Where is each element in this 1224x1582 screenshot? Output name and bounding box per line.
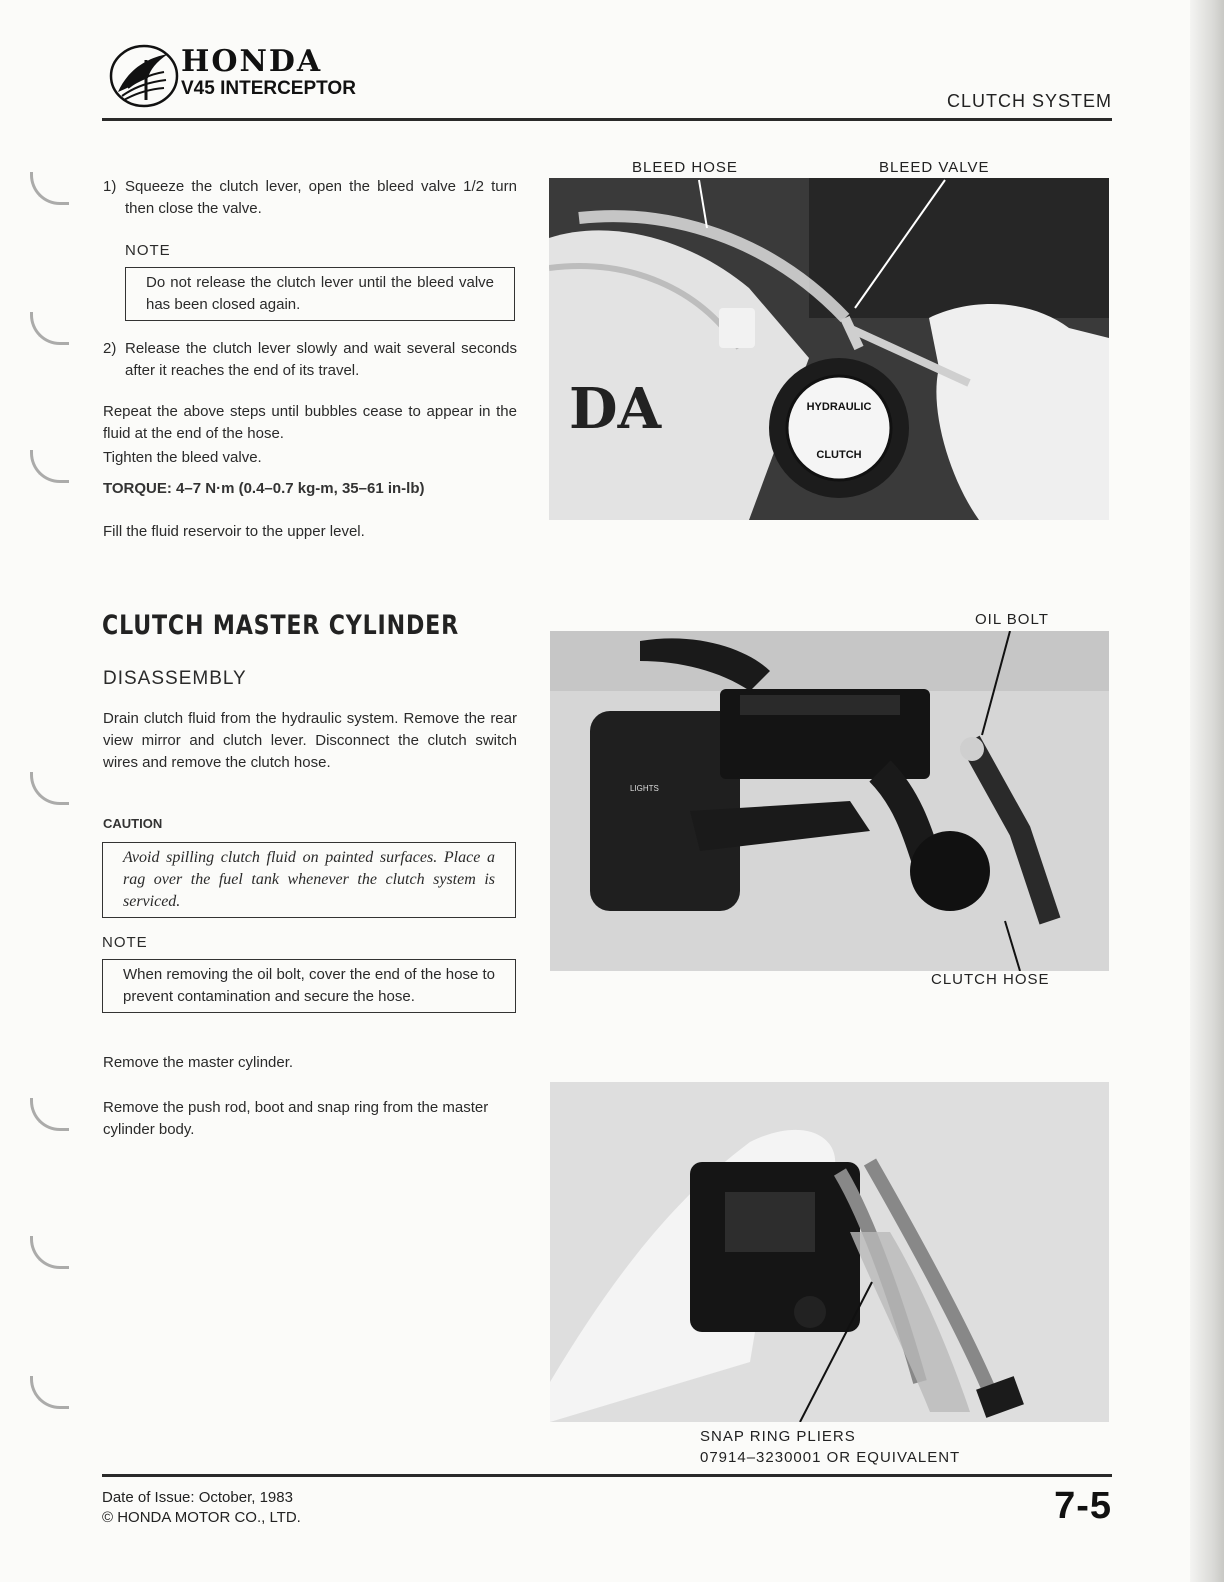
note-box: When removing the oil bolt, cover the end of the hose to prevent contamination and secure the hose. xyxy=(102,959,516,1013)
copyright: © HONDA MOTOR CO., LTD. xyxy=(102,1509,301,1526)
drain-instruction: Drain clutch fluid from the hydraulic system. Remove the rear view mirror and clutch lever. Disconnect the clutch switch wires and remove the clutch hose. xyxy=(103,710,517,771)
step-number: 2) xyxy=(103,340,117,357)
cover-logo-text: DA xyxy=(569,376,662,442)
header-rule xyxy=(102,118,1112,121)
binder-hole-mark xyxy=(30,172,69,205)
torque-spec: TORQUE: 4–7 N·m (0.4–0.7 kg-m, 35–61 in-lb) xyxy=(103,480,425,497)
binder-hole-mark xyxy=(30,450,69,483)
callout-snap-ring-pliers xyxy=(700,1426,960,1468)
honda-wing-icon xyxy=(106,40,186,110)
remove-instruction: Remove the master cylinder. xyxy=(103,1054,294,1071)
caution-box: Avoid spilling clutch fluid on painted surfaces. Place a rag over the fuel tank whenever the clutch system is serviced. xyxy=(102,842,516,918)
binder-hole-mark xyxy=(30,1098,69,1131)
model-name: V45 INTERCEPTOR xyxy=(181,78,356,99)
binder-hole-mark xyxy=(30,1236,69,1269)
callout-bleed-hose: BLEED HOSE xyxy=(632,159,738,176)
binder-hole-mark xyxy=(30,772,69,805)
step-text: Squeeze the clutch lever, open the bleed valve 1/2 turn then close the valve. xyxy=(125,178,517,217)
pushrod-instruction: Remove the push rod, boot and snap ring from the master cylinder body. xyxy=(103,1099,489,1138)
tighten-instruction: Tighten the bleed valve. xyxy=(103,449,262,466)
bleed-valve-photo xyxy=(549,178,1109,520)
tool-number: 07914–3230001 OR EQUIVALENT xyxy=(700,1449,961,1466)
caution-label: CAUTION xyxy=(103,816,163,831)
hose-boot xyxy=(910,831,990,911)
repeat-instruction: Repeat the above steps until bubbles cease to appear in the fluid at the end of the hose. xyxy=(103,403,517,442)
snap-ring-photo xyxy=(550,1082,1109,1422)
note-label: NOTE xyxy=(125,242,171,259)
cap-label-top: HYDRAULIC xyxy=(806,401,872,413)
page-number: 7-5 xyxy=(1054,1485,1112,1527)
page-edge-shadow xyxy=(1190,0,1224,1582)
fill-instruction: Fill the fluid reservoir to the upper level. xyxy=(103,523,365,540)
callout-bleed-valve: BLEED VALVE xyxy=(879,159,990,176)
subsection-heading: DISASSEMBLY xyxy=(103,668,247,689)
switch-label: LIGHTS xyxy=(630,784,659,793)
footer-rule xyxy=(102,1474,1112,1477)
cap-label-bottom: CLUTCH xyxy=(816,449,862,461)
binder-hole-mark xyxy=(30,1376,69,1409)
brand-name: HONDA xyxy=(181,44,323,79)
step-text: Release the clutch lever slowly and wait several seconds after it reaches the end of its travel. xyxy=(125,340,517,379)
note-box: Do not release the clutch lever until the bleed valve has been closed again. xyxy=(125,267,515,321)
section-title: CLUTCH SYSTEM xyxy=(946,91,1112,111)
callout-clutch-hose: CLUTCH HOSE xyxy=(931,971,1050,988)
binder-hole-mark xyxy=(30,312,69,345)
reservoir-cap xyxy=(787,376,891,480)
step-number: 1) xyxy=(103,178,117,195)
master-cylinder-photo xyxy=(550,631,1109,971)
note-label: NOTE xyxy=(102,934,148,951)
callout-oil-bolt: OIL BOLT xyxy=(975,611,1049,628)
step-2 xyxy=(103,338,517,382)
oil-bolt-shape xyxy=(960,737,984,761)
footer-info xyxy=(102,1488,301,1528)
step-1 xyxy=(103,176,517,220)
section-heading: CLUTCH MASTER CYLINDER xyxy=(102,610,459,641)
tool-name: SNAP RING PLIERS xyxy=(700,1428,856,1445)
issue-date: Date of Issue: October, 1983 xyxy=(102,1489,293,1506)
